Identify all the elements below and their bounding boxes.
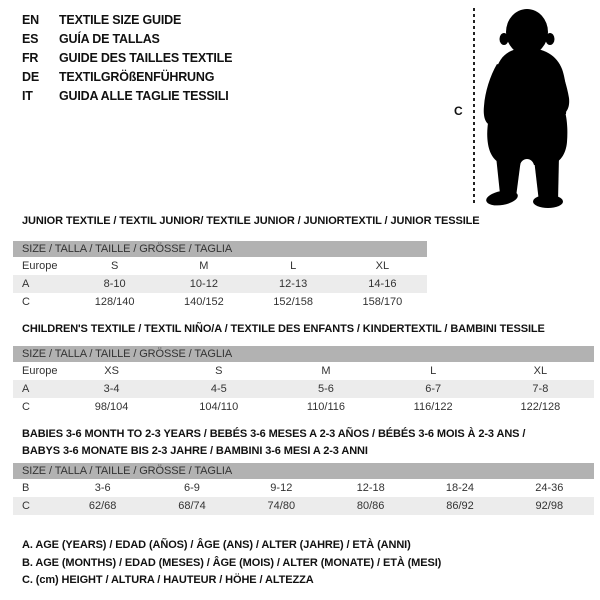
cell: 158/170 — [362, 296, 403, 308]
size-header-bar: SIZE / TALLA / TAILLE / GRÖSSE / TAGLIA — [13, 346, 594, 362]
cell: 110/116 — [306, 401, 346, 413]
table-row — [13, 362, 594, 380]
cell: S — [110, 260, 119, 272]
footnote-b: B. AGE (MONTHS) / EDAD (MESES) / ÂGE (MOIS) / ALTER (MONATE) / ETÀ (MESI) — [22, 556, 442, 569]
language-row-en — [22, 11, 232, 30]
toddler-silhouette-icon — [479, 6, 579, 208]
language-label: GUIDE DES TAILLES TEXTILE — [59, 51, 233, 65]
cell: M — [199, 260, 209, 272]
size-header-bar: SIZE / TALLA / TAILLE / GRÖSSE / TAGLIA — [13, 463, 594, 479]
height-dashed-line — [473, 8, 475, 206]
footnotes — [22, 537, 441, 590]
table-row — [13, 398, 594, 416]
table-row — [13, 275, 427, 293]
cell: 104/110 — [199, 401, 239, 413]
cell: 6-7 — [425, 383, 442, 395]
cell: 122/128 — [520, 401, 561, 413]
language-label: TEXTILE SIZE GUIDE — [59, 13, 182, 27]
row-label: B — [22, 482, 30, 494]
junior-size-table — [13, 241, 427, 311]
language-code: EN — [22, 13, 39, 27]
cell: 10-12 — [189, 278, 218, 290]
language-row-de — [22, 68, 232, 87]
row-label: A — [22, 278, 30, 290]
cell: 12-13 — [279, 278, 308, 290]
language-code: DE — [22, 70, 39, 84]
cell: 14-16 — [368, 278, 397, 290]
cell: 128/140 — [94, 296, 135, 308]
table-row — [13, 257, 427, 275]
size-header-bar: SIZE / TALLA / TAILLE / GRÖSSE / TAGLIA — [13, 241, 427, 257]
children-size-table — [13, 346, 594, 416]
cell: 116/122 — [413, 401, 453, 413]
cell: 24-36 — [535, 482, 564, 494]
cell: 5-6 — [318, 383, 334, 395]
cell: 3-6 — [94, 482, 111, 494]
cell: 140/152 — [183, 296, 224, 308]
cell: M — [321, 365, 331, 377]
cell: 80/86 — [356, 500, 385, 512]
row-label: C — [22, 500, 30, 512]
table-row — [13, 479, 594, 497]
table-row — [13, 380, 594, 398]
cell: S — [215, 365, 223, 377]
babies-title-line2: BABYS 3-6 MONATE BIS 2-3 JAHRE / BAMBINI 3-6 MESI A 2-3 ANNI — [22, 445, 368, 457]
cell: 6-9 — [184, 482, 200, 494]
language-row-es — [22, 30, 232, 49]
cell: 18-24 — [445, 482, 475, 494]
babies-table-title — [22, 426, 525, 460]
cell: 8-10 — [103, 278, 126, 290]
language-code: FR — [22, 51, 39, 65]
cell: 74/80 — [267, 500, 296, 512]
language-label: GUIDA ALLE TAGLIE TESSILI — [59, 89, 229, 103]
cell: XS — [104, 365, 119, 377]
cell: 152/158 — [273, 296, 313, 308]
junior-table-title: JUNIOR TEXTILE / TEXTIL JUNIOR/ TEXTILE JUNIOR / JUNIORTEXTIL / JUNIOR TESSILE — [22, 215, 480, 227]
language-code: ES — [22, 32, 39, 46]
row-label: C — [22, 296, 30, 308]
cell: 3-4 — [103, 383, 120, 395]
cell: 7-8 — [532, 383, 549, 395]
children-table-title: CHILDREN'S TEXTILE / TEXTIL NIÑO/A / TEXTILE DES ENFANTS / KINDERTEXTIL / BAMBINI TESSILE — [22, 323, 545, 335]
language-row-it — [22, 87, 232, 106]
language-label: GUÍA DE TALLAS — [59, 32, 160, 46]
footnote-c: C. (cm) HEIGHT / ALTURA / HAUTEUR / HÖHE / ALTEZZA — [22, 574, 314, 586]
cell: 98/104 — [94, 401, 129, 413]
cell: XL — [533, 365, 548, 377]
cell: XL — [375, 260, 390, 272]
cell: 12-18 — [356, 482, 385, 494]
language-row-fr — [22, 49, 232, 68]
cell: L — [430, 365, 437, 377]
cell: 4-5 — [210, 383, 227, 395]
height-measure-label: C — [454, 104, 463, 118]
cell: L — [290, 260, 297, 272]
row-label: Europe — [22, 365, 58, 377]
row-label: C — [22, 401, 30, 413]
row-label: Europe — [22, 260, 58, 272]
babies-size-table — [13, 463, 594, 515]
cell: 9-12 — [270, 482, 293, 494]
row-label: A — [22, 383, 30, 395]
babies-title-line1: BABIES 3-6 MONTH TO 2-3 YEARS / BEBÉS 3-6 MESES A 2-3 AÑOS / BÉBÉS 3-6 MOIS À 2-3 ANS / — [22, 428, 526, 440]
footnote-a: A. AGE (YEARS) / EDAD (AÑOS) / ÂGE (ANS) / ALTER (JAHRE) / ETÀ (ANNI) — [22, 539, 411, 551]
table-row — [13, 293, 427, 311]
language-list — [22, 11, 232, 106]
table-row — [13, 497, 594, 515]
cell: 68/74 — [178, 500, 206, 512]
cell: 92/98 — [535, 500, 564, 512]
cell: 62/68 — [88, 500, 117, 512]
language-label: TEXTILGRÖßENFÜHRUNG — [59, 70, 215, 84]
language-code: IT — [22, 89, 33, 103]
cell: 86/92 — [446, 500, 474, 512]
